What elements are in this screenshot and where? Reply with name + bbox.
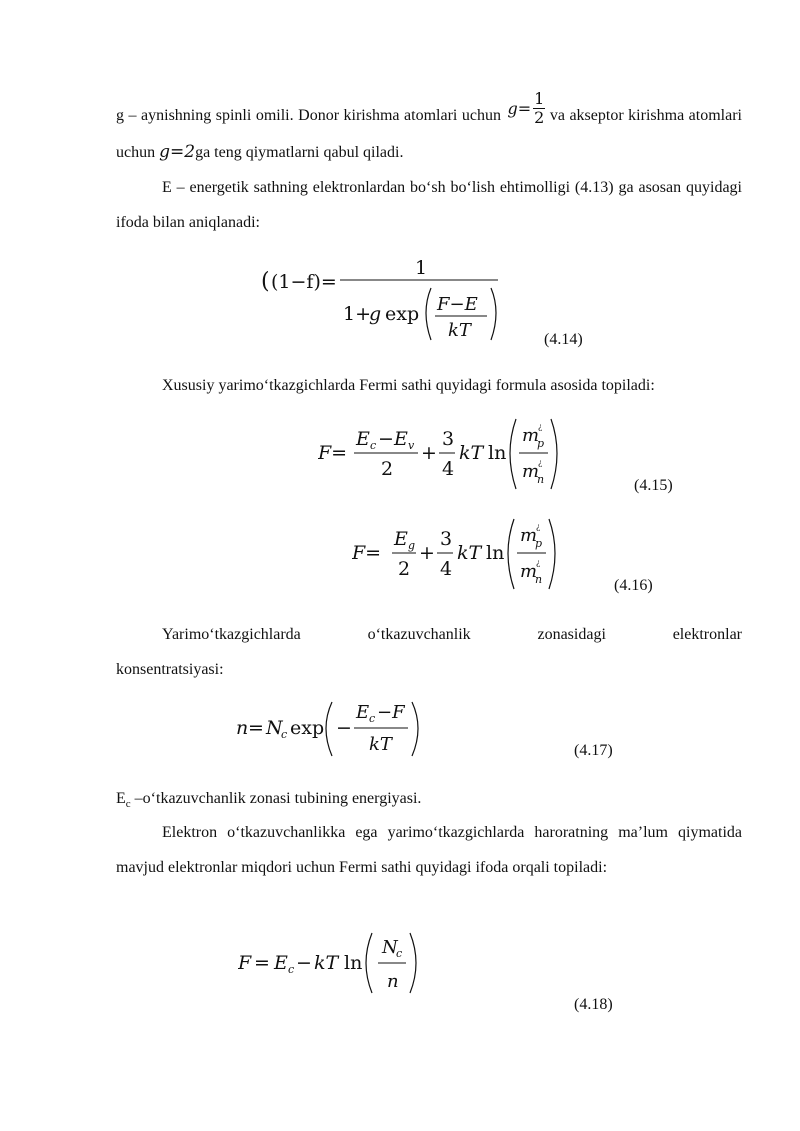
equation-4-14 bbox=[255, 248, 515, 348]
eq415-F: F= bbox=[318, 442, 348, 464]
eq418-minus: − bbox=[296, 952, 312, 974]
eq416-ln: ln bbox=[486, 542, 505, 564]
eq415-Ev-sub: v bbox=[408, 439, 415, 452]
eq417-N: N bbox=[266, 717, 283, 739]
eq416-Eg: E bbox=[394, 528, 408, 550]
eq415-ln: ln bbox=[488, 442, 507, 464]
eq417-equals: = bbox=[248, 717, 264, 739]
symbol-equals: = bbox=[517, 98, 532, 118]
eq415-mp: m bbox=[522, 425, 540, 446]
equation-4-16 bbox=[352, 515, 572, 595]
eq416-mp-star: ¿ bbox=[536, 522, 541, 531]
equation-4-18 bbox=[238, 931, 438, 997]
eq415-mp-sub: p bbox=[537, 437, 545, 450]
eq416-kT: kT bbox=[457, 542, 482, 564]
eq416-mp: m bbox=[520, 525, 538, 546]
paragraph-degeneracy bbox=[116, 89, 742, 170]
eq417-minus-F: −F bbox=[377, 702, 405, 723]
eq414-exp: exp bbox=[385, 303, 420, 325]
eq415-mn-star: ¿ bbox=[538, 458, 543, 467]
eq415-four: 4 bbox=[442, 458, 455, 480]
paragraph-fermi-electron: Elektron o‘tkazuvchanlikka ega yarimo‘tkazgichlarda haroratning ma’lum qiymatida mavjud elektronlar miqdori uchun Fermi sathi quyidagi ifoda orqali topiladi: bbox=[116, 824, 742, 876]
eq414-numerator: 1 bbox=[415, 257, 428, 279]
eq418-Nc-sub: c bbox=[396, 947, 403, 960]
eq418-F: F bbox=[238, 952, 252, 974]
text-ec-definition: –o‘tkazuvchanlik zonasi tubining energiyasi. bbox=[134, 790, 422, 807]
eq416-three: 3 bbox=[440, 528, 453, 550]
eq418-Nc: N bbox=[382, 937, 398, 958]
eq414-inner-denominator: kT bbox=[448, 320, 471, 341]
fraction-denominator: 2 bbox=[534, 108, 545, 127]
eq415-minus: − bbox=[378, 428, 394, 450]
eq416-den-2: 2 bbox=[398, 558, 411, 580]
text-p1-end: ga teng qiymatlarni qabul qiladi. bbox=[195, 144, 404, 161]
eq417-Ec: E bbox=[356, 702, 370, 723]
equation-4-15 bbox=[318, 415, 568, 495]
inline-formula-g-two: g=2 bbox=[159, 142, 196, 162]
eq415-kT: kT bbox=[459, 442, 484, 464]
equation-number-4-17: (4.17) bbox=[574, 742, 613, 759]
eq414-paren-left: ( bbox=[261, 269, 270, 294]
eq414-g: g bbox=[369, 303, 382, 325]
eq415-mp-star: ¿ bbox=[538, 422, 543, 431]
eq415-den-2: 2 bbox=[381, 458, 394, 480]
eq416-F: F= bbox=[352, 542, 382, 564]
fraction-numerator: 1 bbox=[534, 89, 545, 108]
text-p1-start: g – aynishning spinli omili. Donor kirishma atomlari uchun bbox=[116, 107, 501, 125]
eq417-exp: exp bbox=[290, 717, 325, 739]
eq417-N-sub: c bbox=[281, 728, 288, 741]
eq417-Ec-sub: c bbox=[369, 712, 376, 725]
eq418-E: E bbox=[274, 952, 288, 974]
equation-number-4-15: (4.15) bbox=[634, 477, 673, 494]
eq416-four: 4 bbox=[440, 558, 453, 580]
symbol-E-sub-c: c bbox=[125, 798, 131, 811]
eq417-n: n bbox=[236, 717, 249, 739]
eq416-mp-sub: p bbox=[535, 537, 543, 550]
paragraph-empty-probability: E – energetik sathning elektronlardan bo‘sh bo‘lish ehtimolligi (4.13) ga asosan quyidagi ifoda bilan aniqlanadi: bbox=[116, 179, 742, 231]
eq415-mn: m bbox=[522, 461, 540, 482]
eq416-mn-sub: n bbox=[535, 573, 543, 586]
eq414-denominator-one-plus: 1+ bbox=[343, 303, 372, 325]
eq415-mn-sub: n bbox=[537, 473, 545, 486]
eq416-plus: + bbox=[419, 542, 435, 564]
eq418-E-sub: c bbox=[288, 963, 295, 976]
eq418-n: n bbox=[387, 971, 399, 992]
eq415-plus: + bbox=[421, 442, 437, 464]
eq418-equals: = bbox=[254, 952, 270, 974]
eq415-Ec-sub: c bbox=[370, 439, 377, 452]
eq415-Ec: E bbox=[356, 428, 370, 450]
eq416-mn: m bbox=[520, 561, 538, 582]
equation-number-4-18: (4.18) bbox=[574, 996, 613, 1013]
symbol-E: E bbox=[116, 790, 126, 807]
inline-formula-g-half bbox=[507, 90, 545, 127]
symbol-g: g bbox=[507, 98, 518, 118]
eq414-one: (1−f)= bbox=[271, 271, 337, 293]
text-p1-mid: va akseptor kirishma atomlari uchun bbox=[116, 107, 742, 161]
text-p4-line1: Yarimo‘tkazgichlarda o‘tkazuvchanlik zonasidagi elektronlar bbox=[162, 626, 742, 643]
eq418-kT: kT bbox=[314, 952, 339, 974]
equation-number-4-14: (4.14) bbox=[544, 331, 583, 348]
eq415-Ev: E bbox=[394, 428, 408, 450]
text-p4-line2: konsentratsiyasi: bbox=[116, 661, 224, 678]
paragraph-electron-concentration bbox=[116, 617, 742, 687]
eq418-ln: ln bbox=[344, 952, 363, 974]
eq416-Eg-sub: g bbox=[408, 539, 416, 552]
paragraph-intrinsic-fermi: Xususiy yarimo‘tkazgichlarda Fermi sathi quyidagi formula asosida topiladi: bbox=[162, 377, 655, 394]
eq417-minus: − bbox=[336, 717, 352, 739]
eq417-kT: kT bbox=[369, 734, 392, 755]
equation-4-17 bbox=[236, 698, 436, 762]
eq414-inner-numerator: F−E bbox=[437, 294, 478, 315]
eq416-mn-star: ¿ bbox=[536, 558, 541, 567]
equation-number-4-16: (4.16) bbox=[614, 577, 653, 594]
eq415-three: 3 bbox=[442, 428, 455, 450]
